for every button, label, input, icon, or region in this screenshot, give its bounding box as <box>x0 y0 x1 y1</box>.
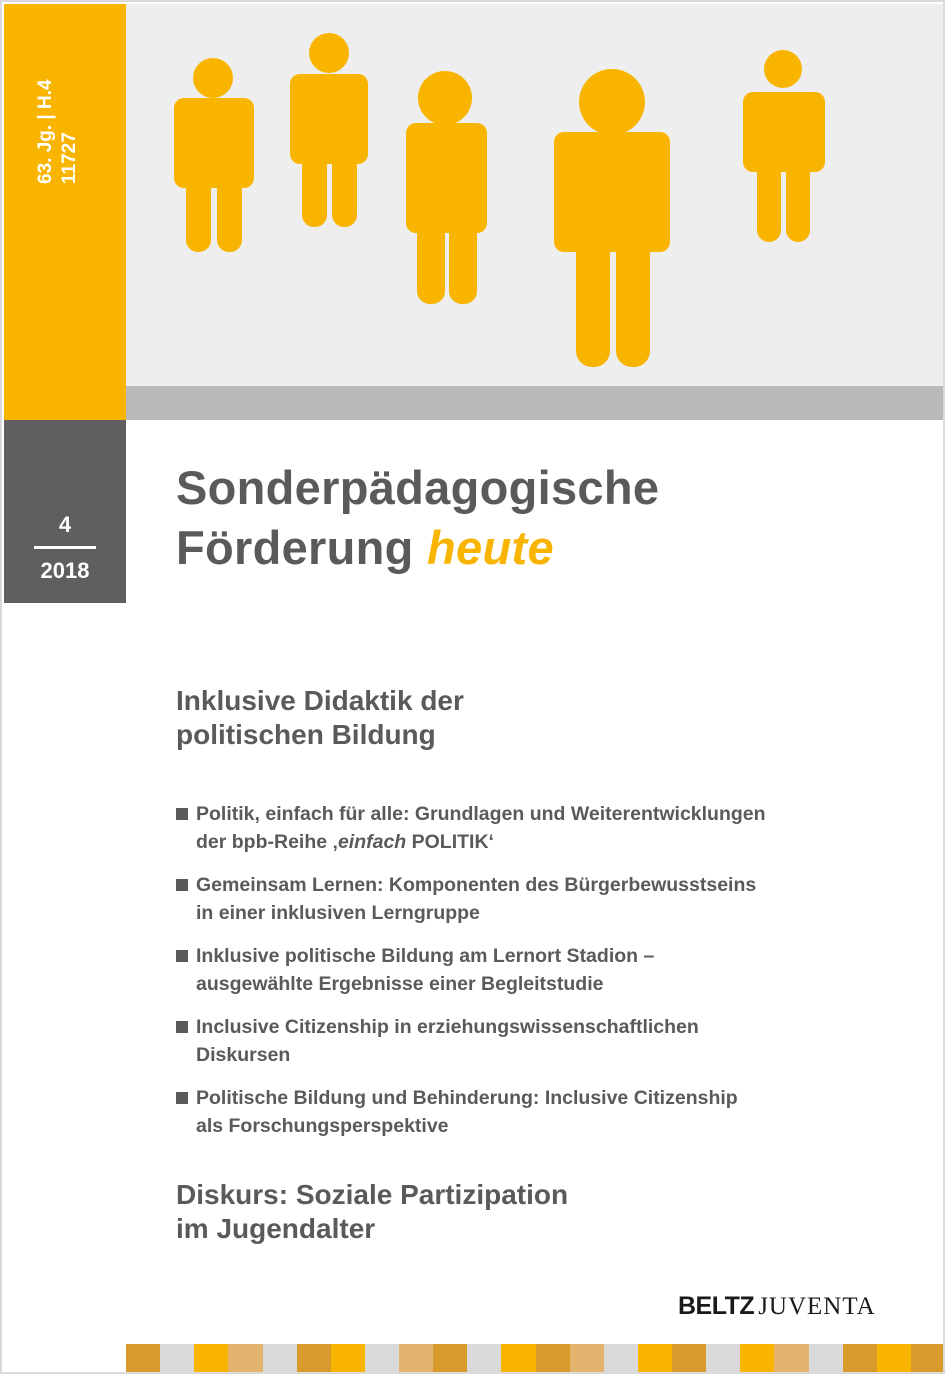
issue-number: 4 <box>58 512 72 537</box>
pattern-cell <box>843 1344 877 1374</box>
square-bullet-icon <box>176 1021 188 1033</box>
article-line-1: Gemeinsam Lernen: Komponenten des Bürgerbewusstseins <box>196 874 757 896</box>
person-silhouette-icon <box>406 71 487 304</box>
footer-color-pattern <box>126 1344 945 1374</box>
theme-line-1: Inklusive Didaktik der <box>176 685 464 716</box>
issue-theme <box>176 684 464 752</box>
list-item <box>176 1084 856 1140</box>
issue-year: 2018 <box>40 558 90 583</box>
article-line-2-pre: der bpb-Reihe ‚ <box>196 831 338 853</box>
article-line-2: in einer inklusiven Lerngruppe <box>196 902 480 924</box>
figures-illustration <box>126 4 945 386</box>
issue-divider <box>34 546 96 549</box>
pattern-cell <box>638 1344 672 1374</box>
discourse-section <box>176 1178 568 1246</box>
title-line-1: Sonderpädagogische <box>176 461 660 514</box>
pattern-cell <box>331 1344 365 1374</box>
pattern-cell <box>774 1344 808 1374</box>
pattern-cell <box>263 1344 297 1374</box>
list-item <box>176 942 856 998</box>
journal-title <box>176 458 659 578</box>
title-accent-word: heute <box>427 521 554 574</box>
pattern-cell <box>126 1344 160 1374</box>
pattern-cell <box>433 1344 467 1374</box>
pattern-cell <box>706 1344 740 1374</box>
volume-line: 63. Jg. | H.4 <box>35 79 56 184</box>
person-silhouette-icon <box>743 50 825 242</box>
list-item <box>176 800 856 856</box>
publisher-logo-beltz: BELTZ <box>678 1292 755 1320</box>
pattern-cell <box>604 1344 638 1374</box>
yellow-side-strip <box>4 4 126 420</box>
publisher-logo <box>678 1292 876 1321</box>
article-line-2 <box>196 828 856 856</box>
pattern-cell <box>672 1344 706 1374</box>
pattern-cell <box>501 1344 535 1374</box>
article-line-2-post: POLITIK‘ <box>406 831 494 853</box>
publisher-logo-juventa: JUVENTA <box>758 1293 876 1320</box>
square-bullet-icon <box>176 950 188 962</box>
list-item <box>176 1013 856 1069</box>
pattern-cell <box>365 1344 399 1374</box>
pattern-cell <box>297 1344 331 1374</box>
pattern-cell <box>228 1344 262 1374</box>
square-bullet-icon <box>176 879 188 891</box>
volume-info <box>34 44 104 184</box>
code-line: 11727 <box>59 132 80 184</box>
list-item <box>176 871 856 927</box>
person-silhouette-icon <box>290 33 368 227</box>
pattern-cell <box>194 1344 228 1374</box>
article-line-1: Inklusive politische Bildung am Lernort Stadion – <box>196 945 655 967</box>
article-line-2: als Forschungsperspektive <box>196 1115 449 1137</box>
pattern-cell <box>536 1344 570 1374</box>
pattern-cell <box>160 1344 194 1374</box>
issue-box <box>4 420 126 603</box>
volume-info-text <box>34 44 82 184</box>
discourse-line-1: Diskurs: Soziale Partizipation <box>176 1179 569 1210</box>
theme-line-2: politischen Bildung <box>176 719 436 750</box>
article-line-1: Politik, einfach für alle: Grundlagen und Weiterentwicklungen <box>196 803 766 825</box>
discourse-line-2: im Jugendalter <box>176 1213 376 1244</box>
pattern-cell <box>467 1344 501 1374</box>
pattern-cell <box>740 1344 774 1374</box>
square-bullet-icon <box>176 808 188 820</box>
pattern-cell <box>809 1344 843 1374</box>
article-line-2-em: einfach <box>337 831 407 853</box>
article-line-1: Inclusive Citizenship in erziehungswissenschaftlichen <box>196 1016 699 1038</box>
pattern-cell <box>877 1344 911 1374</box>
person-silhouette-icon <box>554 69 670 367</box>
title-main-word: Förderung <box>176 521 414 574</box>
pattern-cell <box>399 1344 433 1374</box>
separator-bar <box>126 386 945 420</box>
square-bullet-icon <box>176 1092 188 1104</box>
pattern-cell <box>911 1344 945 1374</box>
article-line-2: Diskursen <box>196 1044 291 1066</box>
pattern-cell <box>570 1344 604 1374</box>
title-line-2 <box>176 518 659 578</box>
article-line-1: Politische Bildung und Behinderung: Inclusive Citizenship <box>196 1087 738 1109</box>
article-line-2: ausgewählte Ergebnisse einer Begleitstudie <box>196 973 604 995</box>
article-list <box>176 800 856 1155</box>
person-silhouette-icon <box>174 58 254 252</box>
